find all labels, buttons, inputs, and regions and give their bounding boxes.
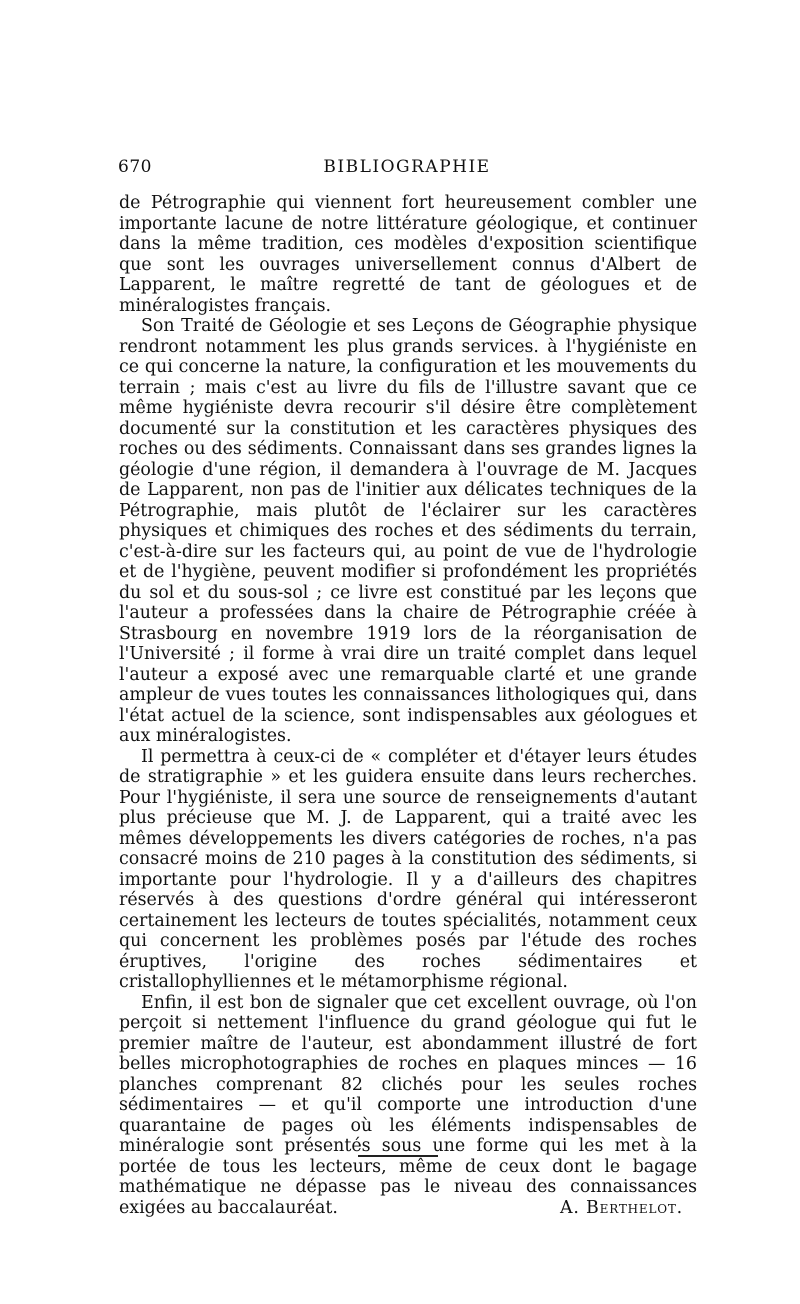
paragraph-4: Enfin, il est bon de signaler que cet excellent ouvrage, où l'on perçoit si nettement l'influence du grand géologue qui fut le premier maître de l'auteur, est abondamment illustré de fort belles microphotographies de roches en plaques minces — 16 planches comprenant 82 clichés pour les seules roches sédimentaires — et qu'il comporte une introduction d'une quarantaine de pages où les éléments indispensables de minéralogie sont présentés sous une forme qui les met à la portée de tous les lecteurs, même de ceux dont le bagage mathématique ne dépasse pas le niveau des connaissances exigées au baccalauréat. <box>119 992 697 1218</box>
closing-divider <box>358 1155 438 1157</box>
paragraph-2: Son Traité de Géologie et ses Leçons de Géographie physique rendront notamment les plus grands services. à l'hygiéniste en ce qui concerne la nature, la configuration et les mouvements du terrain ; mais c'est au livre du fils de l'illustre savant que ce même hygiéniste devra recourir s'il désire être complètement documenté sur la constitution et les caractères physiques des roches ou des sédiments. Connaissant dans ses grandes lignes la géologie d'une région, il demandera à l'ouvrage de M. Jacques de Lapparent, non pas de l'initier aux délicates techniques de la Pétrographie, mais plutôt de l'éclairer sur les caractères physiques et chimiques des roches et des sédiments du terrain, c'est-à-dire sur les facteurs qui, au point de vue de l'hydrologie et de l'hygiène, peuvent modifier si profondément les propriétés du sol et du sous-sol ; ce livre est constitué par les leçons que l'auteur a professées dans la chaire de Pétrographie créée à Strasbourg en novembre 1919 lors de la réorganisation de l'Université ; il forme à vrai dire un traité complet dans lequel l'auteur a exposé avec une remarquable clarté et une grande ampleur de vues toutes les connaissances lithologiques qui, dans l'état actuel de la science, sont indispensables aux géologues et aux minéralogistes. <box>119 316 697 746</box>
running-title: BIBLIOGRAPHIE <box>323 157 491 177</box>
author-signature: A. Berthelot. <box>560 1197 683 1218</box>
paragraph-3: Il permettra à ceux-ci de « compléter et d'étayer leurs études de stratigraphie » et les guidera ensuite dans leurs recherches. Pour l'hygiéniste, il sera une source de renseignements d'autant plus précieuse que M. J. de Lapparent, qui a traité avec les mêmes développements les divers catégories de roches, n'a pas consacré moins de 210 pages à la constitution des sédiments, si importante pour l'hydrologie. Il y a d'ailleurs des chapitres réservés à des questions d'ordre général qui intéresseront certainement les lecteurs de toutes spécialités, notamment ceux qui concernent les problèmes posés par l'étude des roches éruptives, l'origine des roches sédimentaires et cristallophylliennes et le métamorphisme régional. <box>119 746 697 992</box>
article-body <box>119 193 697 1218</box>
page-header <box>118 157 696 187</box>
page-number: 670 <box>118 157 152 177</box>
paragraph-1: de Pétrographie qui viennent fort heureusement combler une importante lacune de notre littérature géologique, et continuer dans la même tradition, ces modèles d'exposition scientifique que sont les ouvrages universellement connus d'Albert de Lapparent, le maître regretté de tant de géologues et de minéralogistes français. <box>119 193 697 316</box>
